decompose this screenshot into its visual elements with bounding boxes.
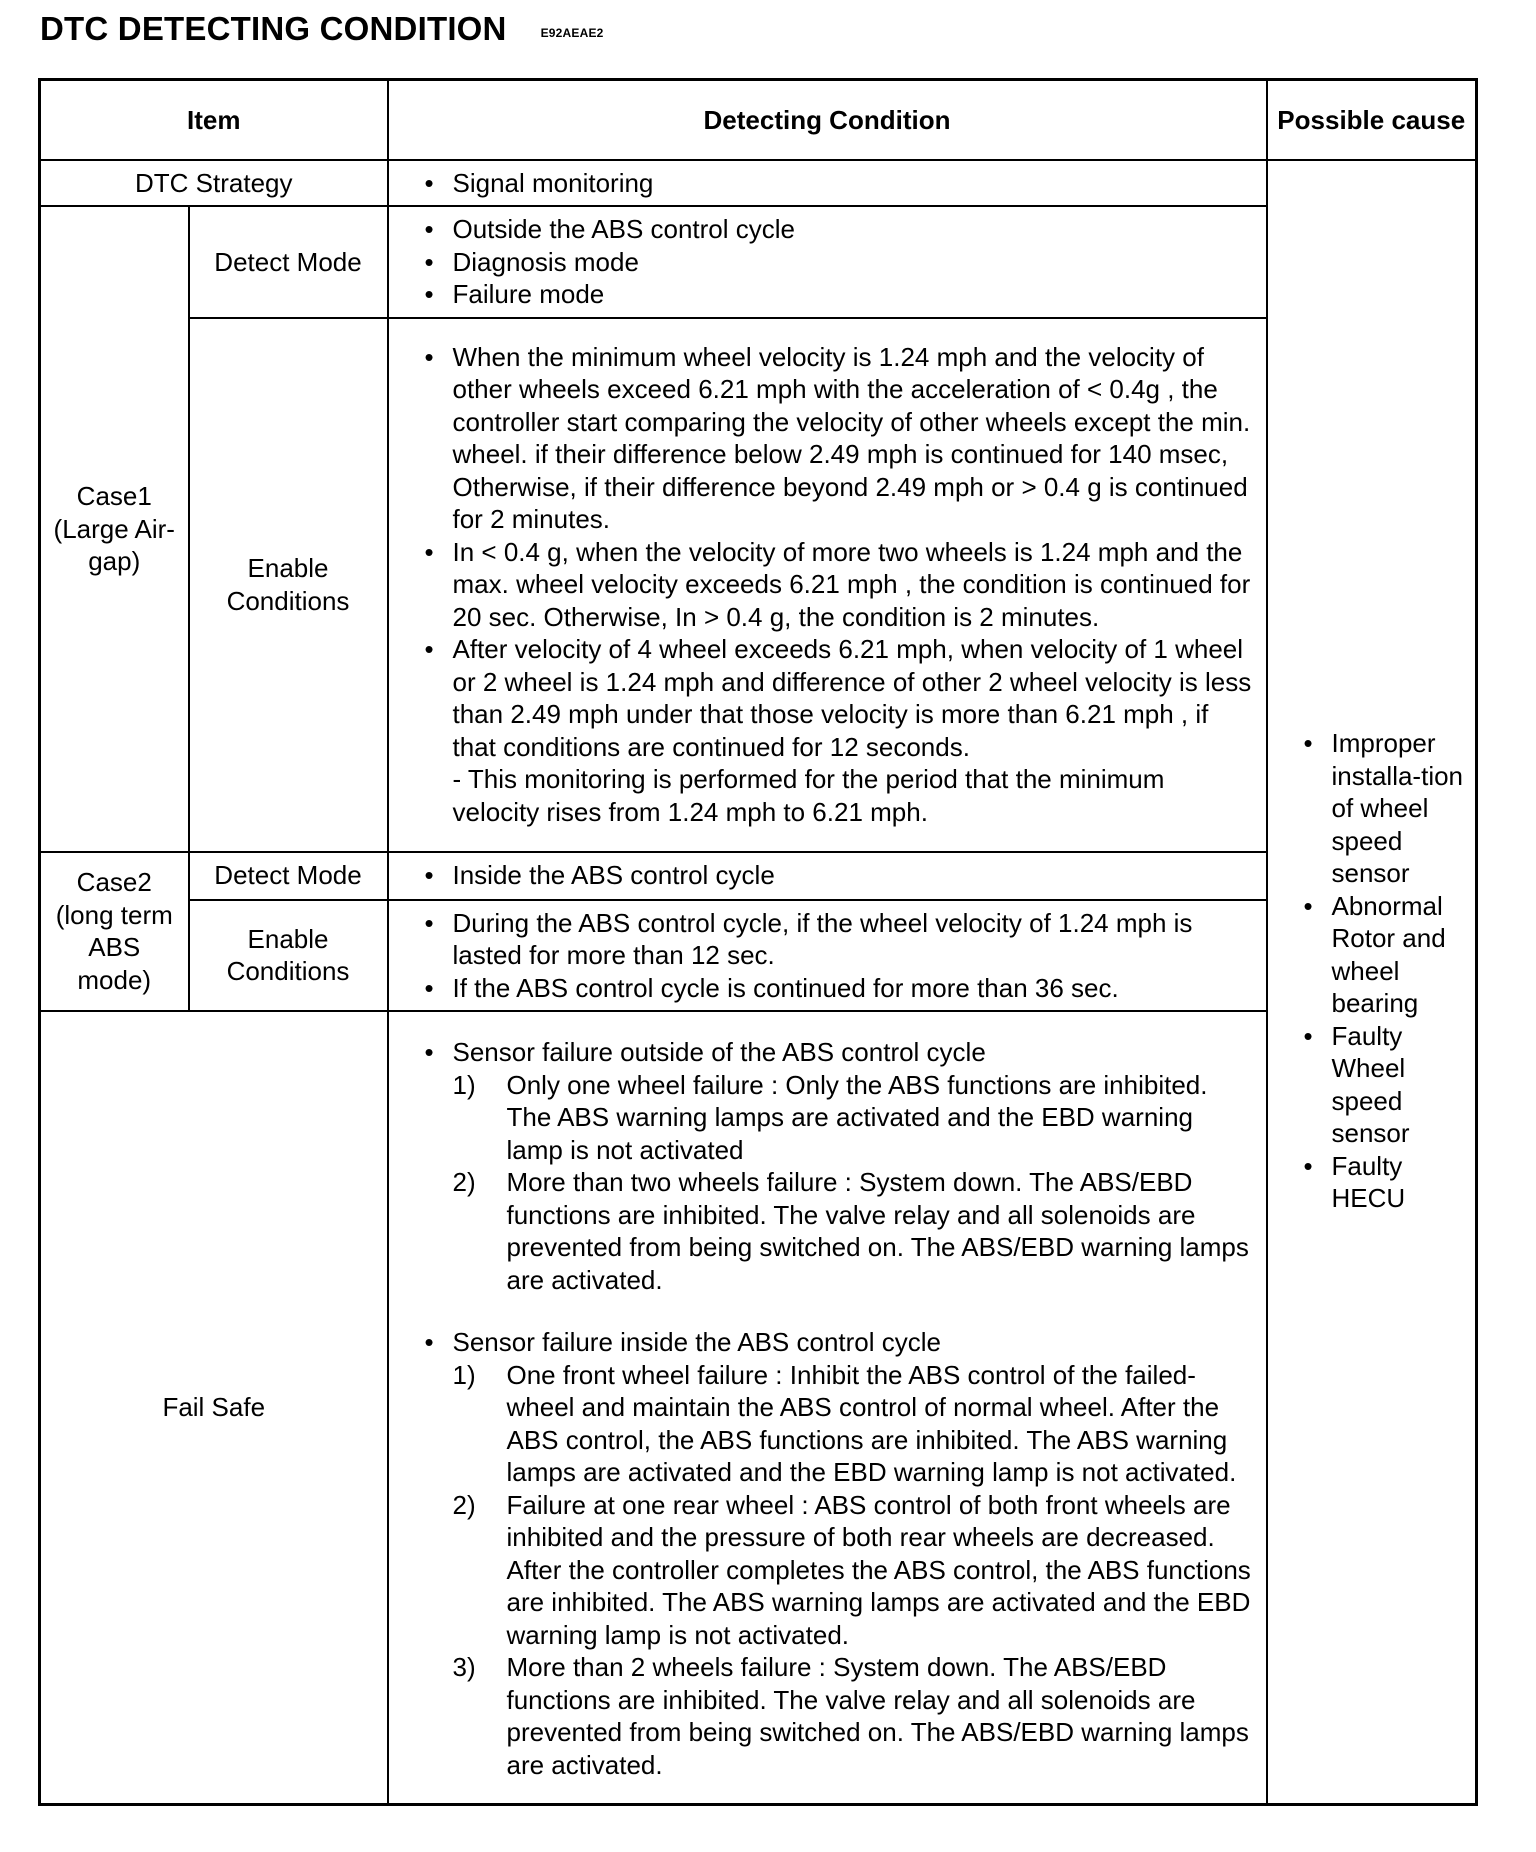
row-fail-safe xyxy=(40,1011,1477,1805)
list-item: • Improper installa-tion of wheel speed sensor xyxy=(1304,727,1466,890)
header-possible-cause: Possible cause xyxy=(1267,80,1477,161)
label-case2-detect-mode: Detect Mode xyxy=(189,852,388,900)
header-detecting-condition: Detecting Condition xyxy=(388,80,1267,161)
numbered-list xyxy=(453,1069,1252,1297)
list-item xyxy=(425,1036,1252,1296)
list-item: • Inside the ABS control cycle xyxy=(425,859,1252,892)
header-item: Item xyxy=(40,80,388,161)
document-code: E92AEAE2 xyxy=(540,26,604,41)
list-item: • Abnormal Rotor and wheel bearing xyxy=(1304,890,1466,1020)
group-title: Sensor failure outside of the ABS control cycle xyxy=(452,1037,986,1067)
list-item: • Faulty Wheel speed sensor xyxy=(1304,1020,1466,1150)
list-item: • Failure mode xyxy=(425,278,1252,311)
list-item: • Diagnosis mode xyxy=(425,246,1252,279)
list-item: • Signal monitoring xyxy=(425,167,1252,200)
list-item: 2) Failure at one rear wheel : ABS control of both front wheels are inhibited and the pressure of both rear wheels are decreased. After the controller completes the ABS control, the ABS functions are inhibited. The ABS warning lamps are activated and the EBD warning lamp is not activated. xyxy=(453,1489,1252,1652)
row-dtc-strategy xyxy=(40,160,1477,206)
label-dtc-strategy: DTC Strategy xyxy=(40,160,388,206)
list-item: • If the ABS control cycle is continued for more than 36 sec. xyxy=(425,972,1252,1005)
list-item: • Faulty HECU xyxy=(1304,1150,1466,1215)
cell-dtc-strategy xyxy=(388,160,1267,206)
label-case1: Case1 (Large Air-gap) xyxy=(40,206,189,852)
header-row xyxy=(40,80,1477,161)
numbered-list xyxy=(453,1359,1252,1782)
list-item: 2) More than two wheels failure : System down. The ABS/EBD functions are inhibited. The valve relay and all solenoids are prevented from being switched on. The ABS/EBD warning lamps are activated. xyxy=(453,1166,1252,1296)
list-item: 1) One front wheel failure : Inhibit the ABS control of the failed-wheel and maintain the ABS control of normal wheel. After the ABS control, the ABS functions are inhibited. The ABS warning lamps are activated and the EBD warning lamp is not activated. xyxy=(453,1359,1252,1489)
label-case1-detect-mode: Detect Mode xyxy=(189,206,388,318)
label-case2: Case2 (long term ABS mode) xyxy=(40,852,189,1012)
list-item: • In < 0.4 g, when the velocity of more two wheels is 1.24 mph and the max. wheel velocity exceeds 6.21 mph , the condition is continued for 20 sec. Otherwise, In > 0.4 g, the condition is 2 minutes. xyxy=(425,536,1252,634)
title-text: DTC DETECTING CONDITION xyxy=(40,10,507,47)
group-title: Sensor failure inside the ABS control cycle xyxy=(452,1327,941,1357)
list-item xyxy=(425,1326,1252,1781)
list-item: 3) More than 2 wheels failure : System down. The ABS/EBD functions are inhibited. The valve relay and all solenoids are prevented from being switched on. The ABS/EBD warning lamps are activated. xyxy=(453,1651,1252,1781)
row-case1-detect-mode xyxy=(40,206,1477,318)
list-item: • Outside the ABS control cycle xyxy=(425,213,1252,246)
cell-case1-enable-conditions xyxy=(388,318,1267,852)
row-case1-enable-conditions xyxy=(40,318,1477,852)
row-case2-enable-conditions xyxy=(40,900,1477,1012)
cell-fail-safe xyxy=(388,1011,1267,1805)
page-title xyxy=(40,10,604,48)
cell-case2-enable-conditions xyxy=(388,900,1267,1012)
condition-note: - This monitoring is performed for the period that the minimum velocity rises from 1.24 mph to 6.21 mph. xyxy=(452,764,1165,827)
cell-possible-cause xyxy=(1267,160,1477,1805)
row-case2-detect-mode xyxy=(40,852,1477,900)
list-item xyxy=(425,633,1252,828)
cell-case1-detect-mode xyxy=(388,206,1267,318)
label-fail-safe: Fail Safe xyxy=(40,1011,388,1805)
cell-case2-detect-mode xyxy=(388,852,1267,900)
label-case1-enable-conditions: Enable Conditions xyxy=(189,318,388,852)
label-case2-enable-conditions: Enable Conditions xyxy=(189,900,388,1012)
condition-text: After velocity of 4 wheel exceeds 6.21 mph, when velocity of 1 wheel or 2 wheel is 1.24 mph and difference of other 2 wheel velocity is less than 2.49 mph under that those velocity is more than 6.21 mph , if that conditions are continued for 12 seconds. xyxy=(452,634,1252,762)
list-item: • When the minimum wheel velocity is 1.24 mph and the velocity of other wheels exceed 6.21 mph with the acceleration of < 0.4g , the controller start comparing the velocity of other wheels except the min. wheel. if their difference below 2.49 mph is continued for 140 msec, Otherwise, if their difference beyond 2.49 mph or > 0.4 g is continued for 2 minutes. xyxy=(425,341,1252,536)
list-item: 1) Only one wheel failure : Only the ABS functions are inhibited. The ABS warning lamps are activated and the EBD warning lamp is not activated xyxy=(453,1069,1252,1167)
dtc-condition-table xyxy=(38,78,1478,1806)
list-item: • During the ABS control cycle, if the wheel velocity of 1.24 mph is lasted for more than 12 sec. xyxy=(425,907,1252,972)
